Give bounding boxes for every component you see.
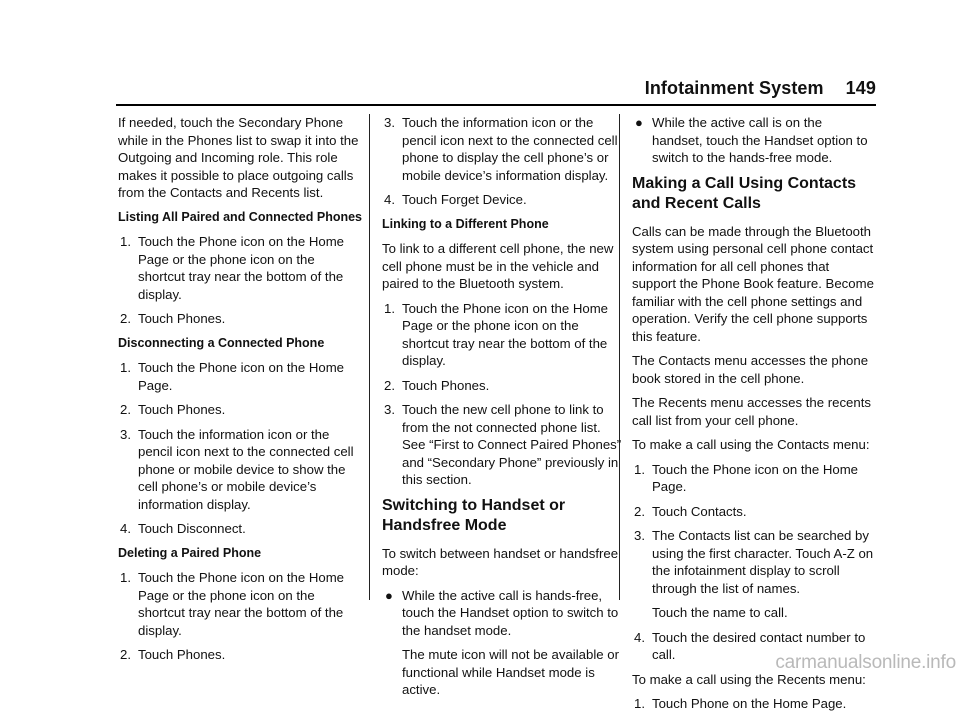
step-number: 4. [634,629,645,645]
step-text: Touch Phone on the Home Page. [652,696,847,711]
step-number: 1. [634,696,645,711]
paragraph: The Recents menu accesses the recents call list from your cell phone. [632,395,871,428]
step-text: Touch the Phone icon on the Home Page or the phone icon on the shortcut tray near the bottom of the display. [138,234,345,302]
list-item [118,401,362,419]
step-text: The Contacts list can be searched by using the first character. Touch A-Z on the infotainment display to scroll through the list of names. [652,528,874,596]
list-item [632,695,876,713]
list-item [632,527,876,597]
column-3 [632,114,876,720]
step-number: 3. [634,528,645,543]
step-note: Touch the name to call. [652,605,788,620]
step-number: 2. [634,503,645,519]
list-item [382,300,626,370]
subsection-label: Listing All Paired and Connected Phones [118,209,363,224]
paragraph: To switch between handset or handsfree mode: [382,545,619,578]
list-item [118,646,362,664]
section-heading: Switching to Handset or Handsfree Mode [382,496,566,534]
step-text: Touch the desired contact number to call. [652,629,866,662]
bullet-icon: ● [385,587,393,603]
list-item [382,114,626,184]
step-text: Touch Phones. [138,311,226,326]
list-item [118,520,362,538]
list-item [632,503,876,521]
list-item [118,310,362,328]
list-item [382,377,626,395]
step-text: Touch Phones. [138,647,226,662]
step-number: 1. [120,570,131,585]
section-title: Infotainment System [644,78,824,98]
step-text: Touch the new cell phone to link to from the not connected phone list. See “First to Connect Paired Phones” and “Secondary Phone” previously in this section. [402,402,622,487]
list-item [382,191,626,209]
list-item [118,569,362,639]
list-item [118,426,362,514]
header-divider [116,104,876,106]
list-item [118,233,362,303]
bullet-item [382,587,626,640]
step-number: 2. [120,647,131,662]
paragraph: Calls can be made through the Bluetooth system using personal cell phone contact information for all cell phones that support the Phone Book feature. Become familiar with the cell phone settings and operation. Verify the cell phone supports this feature. [632,223,874,344]
step-number: 1. [120,360,131,375]
step-text: Touch the Phone icon on the Home Page. [138,360,345,393]
step-number: 3. [384,402,395,417]
bullet-text: While the active call is hands-free, touch the Handset option to switch to the handset mode. [402,587,619,638]
step-number: 2. [120,402,131,417]
step-text: Touch Phones. [138,402,226,417]
step-text: Touch the information icon or the pencil icon next to the connected cell phone to display the cell phone’s or mobile device’s information display. [402,115,618,183]
step-number: 4. [120,521,131,536]
step-number: 4. [384,192,395,207]
section-heading: Making a Call Using Contacts and Recent Calls [632,174,857,212]
bullet-icon: ● [635,115,643,130]
paragraph: To make a call using the Recents menu: [632,671,866,687]
column-2 [382,114,626,706]
page-number: 149 [845,78,876,98]
bullet-note: The mute icon will not be available or functional while Handset mode is active. [402,647,619,697]
step-text: Touch the information icon or the pencil icon next to the connected cell phone or mobile device to show the cell phone’s or mobile device’s information display. [138,426,354,512]
step-text: Touch the Phone icon on the Home Page or the phone icon on the shortcut tray near the bottom of the display. [402,300,609,368]
bullet-text: While the active call is on the handset, touch the Handset option to switch to the hands-free mode. [652,115,868,165]
subsection-label: Linking to a Different Phone [382,216,549,231]
list-item [632,461,876,496]
step-number: 1. [384,300,395,316]
step-text: Touch Contacts. [652,503,747,519]
list-item [118,359,362,394]
watermark: carmanualsonline.info [775,652,956,673]
step-number: 3. [120,426,131,442]
paragraph: The Contacts menu accesses the phone book stored in the cell phone. [632,353,869,386]
step-text: Touch the Phone icon on the Home Page. [652,461,859,494]
step-number: 2. [120,311,131,326]
step-number: 1. [120,234,131,249]
list-item [382,401,626,489]
paragraph: If needed, touch the Secondary Phone while in the Phones list to swap it into the Outgoing and Incoming role. This role makes it possible to place outgoing calls from the Contacts and Recents list. [118,115,359,200]
step-text: Touch Disconnect. [138,521,246,536]
step-number: 3. [384,115,395,130]
column-1 [118,114,362,671]
step-number: 1. [634,461,645,477]
bullet-item [632,114,876,167]
column-divider [369,114,370,600]
paragraph: To make a call using the Contacts menu: [632,437,870,452]
subsection-label: Deleting a Paired Phone [118,545,262,560]
step-text: Touch Forget Device. [402,192,527,207]
step-number: 2. [384,377,395,393]
step-text: Touch the Phone icon on the Home Page or the phone icon on the shortcut tray near the bottom of the display. [138,570,345,638]
subsection-label: Disconnecting a Connected Phone [118,335,325,350]
paragraph: To link to a different cell phone, the new cell phone must be in the vehicle and paired to the Bluetooth system. [382,241,614,291]
page-header [645,78,876,99]
step-text: Touch Phones. [402,377,490,393]
